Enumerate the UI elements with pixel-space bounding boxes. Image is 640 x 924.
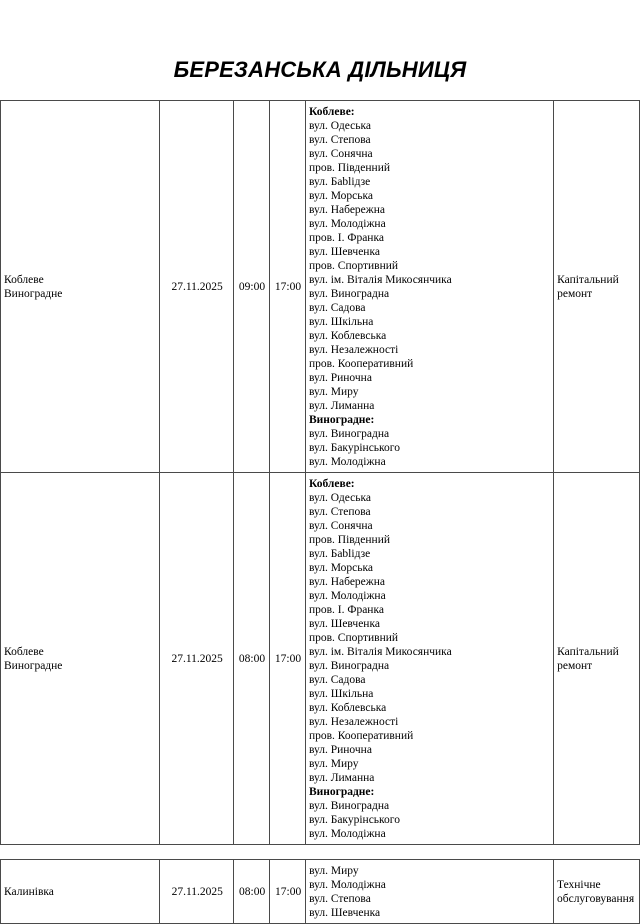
work-type-line: Капітальний: [557, 645, 619, 658]
start-time-cell: 09:00: [234, 101, 270, 473]
date-cell: 27.11.2025: [160, 473, 234, 845]
street-item: вул. Бакурінського: [308, 813, 400, 826]
street-item: пров. Спортивний: [308, 631, 399, 644]
street-item: вул. ім. Віталія Микосянчика: [308, 273, 452, 286]
street-item: вул. Виноградна: [308, 287, 390, 300]
settlements-cell: [1, 860, 160, 924]
street-item: пров. Спортивний: [308, 259, 399, 272]
street-item: вул. Шевченка: [308, 617, 380, 630]
street-item: вул. Лиманна: [308, 399, 375, 412]
street-item: вул. Риночна: [308, 371, 372, 384]
work-type-cell: [553, 860, 639, 924]
street-item: вул. Бакурінського: [308, 441, 400, 454]
settlement-heading: Коблеве:: [308, 477, 355, 490]
street-item: вул. Незалежності: [308, 715, 399, 728]
street-item: вул. Коблевська: [308, 701, 387, 714]
settlements-cell: [1, 101, 160, 473]
settlement-name: Коблеве: [4, 273, 44, 286]
table-row: [1, 101, 640, 473]
table-row: [1, 473, 640, 845]
street-item: вул. Сонячна: [308, 519, 373, 532]
street-item: вул. Морська: [308, 561, 374, 574]
street-item: вул. Набережна: [308, 575, 385, 588]
street-item: пров. Південний: [308, 533, 391, 546]
work-type-line: обслуговування: [556, 892, 635, 905]
settlement-name: Виноградне: [4, 287, 63, 300]
street-item: пров. Південний: [308, 161, 391, 174]
street-item: вул. Виноградна: [308, 659, 390, 672]
street-item: вул. Одеська: [308, 119, 371, 132]
end-time-cell: 17:00: [270, 473, 306, 845]
date-cell: 27.11.2025: [160, 860, 234, 924]
street-item: вул. Бablідзе: [308, 547, 371, 560]
schedule-table: [0, 100, 640, 845]
settlement-heading: Виноградне:: [308, 785, 375, 798]
street-item: вул. Сонячна: [308, 147, 373, 160]
street-item: вул. Коблевська: [308, 329, 387, 342]
street-item: вул. Молодіжна: [308, 217, 386, 230]
street-item: вул. ім. Віталія Микосянчика: [308, 645, 452, 658]
street-item: вул. Шкільна: [308, 315, 374, 328]
settlements-cell: [1, 473, 160, 845]
street-item: вул. Набережна: [308, 203, 385, 216]
table-row: [1, 860, 640, 924]
start-time-cell: 08:00: [234, 473, 270, 845]
street-item: вул. Одеська: [308, 491, 371, 504]
street-item: вул. Миру: [308, 757, 359, 770]
street-item: вул. Степова: [308, 505, 371, 518]
street-item: вул. Молодіжна: [308, 455, 386, 468]
street-item: вул. Миру: [308, 385, 359, 398]
addresses-cell: [306, 860, 554, 924]
addresses-cell: [305, 473, 553, 845]
street-item: вул. Степова: [308, 133, 371, 146]
settlement-name: Виноградне: [4, 659, 63, 672]
street-item: вул. Морська: [308, 189, 374, 202]
street-item: пров. Кооперативний: [308, 729, 414, 742]
street-item: пров. І. Франка: [308, 231, 384, 244]
start-time-cell: 08:00: [234, 860, 270, 924]
schedule-table: [0, 859, 640, 924]
street-item: вул. Шевченка: [309, 906, 381, 919]
street-item: вул. Шкільна: [308, 687, 374, 700]
settlement-name: Калинівка: [4, 885, 54, 898]
work-type-line: Технічне: [556, 878, 601, 891]
end-time-cell: 17:00: [270, 860, 306, 924]
street-item: вул. Садова: [308, 301, 366, 314]
street-item: вул. Молодіжна: [308, 827, 386, 840]
settlement-heading: Виноградне:: [308, 413, 375, 426]
street-item: вул. Миру: [309, 864, 359, 877]
street-item: вул. Бablідзе: [308, 175, 371, 188]
page-title: БЕРЕЗАНСЬКА ДІЛЬНИЦЯ: [173, 57, 467, 82]
end-time-cell: 17:00: [270, 101, 306, 473]
work-type-line: ремонт: [557, 659, 593, 672]
street-item: вул. Риночна: [308, 743, 372, 756]
date-cell: 27.11.2025: [160, 101, 234, 473]
addresses-cell: [305, 101, 553, 473]
street-item: вул. Молодіжна: [308, 589, 386, 602]
street-item: вул. Садова: [308, 673, 366, 686]
settlement-heading: Коблеве:: [308, 105, 355, 118]
street-item: вул. Шевченка: [308, 245, 380, 258]
settlement-name: Коблеве: [4, 645, 44, 658]
work-type-cell: [554, 101, 640, 473]
street-item: вул. Молодіжна: [309, 878, 386, 891]
street-item: вул. Степова: [309, 892, 371, 905]
street-item: пров. Кооперативний: [308, 357, 414, 370]
street-item: вул. Виноградна: [308, 427, 390, 440]
work-type-line: ремонт: [557, 287, 593, 300]
street-item: вул. Незалежності: [308, 343, 399, 356]
street-item: вул. Виноградна: [308, 799, 390, 812]
street-item: пров. І. Франка: [308, 603, 384, 616]
work-type-line: Капітальний: [557, 273, 619, 286]
work-type-cell: [554, 473, 640, 845]
street-item: вул. Лиманна: [308, 771, 375, 784]
